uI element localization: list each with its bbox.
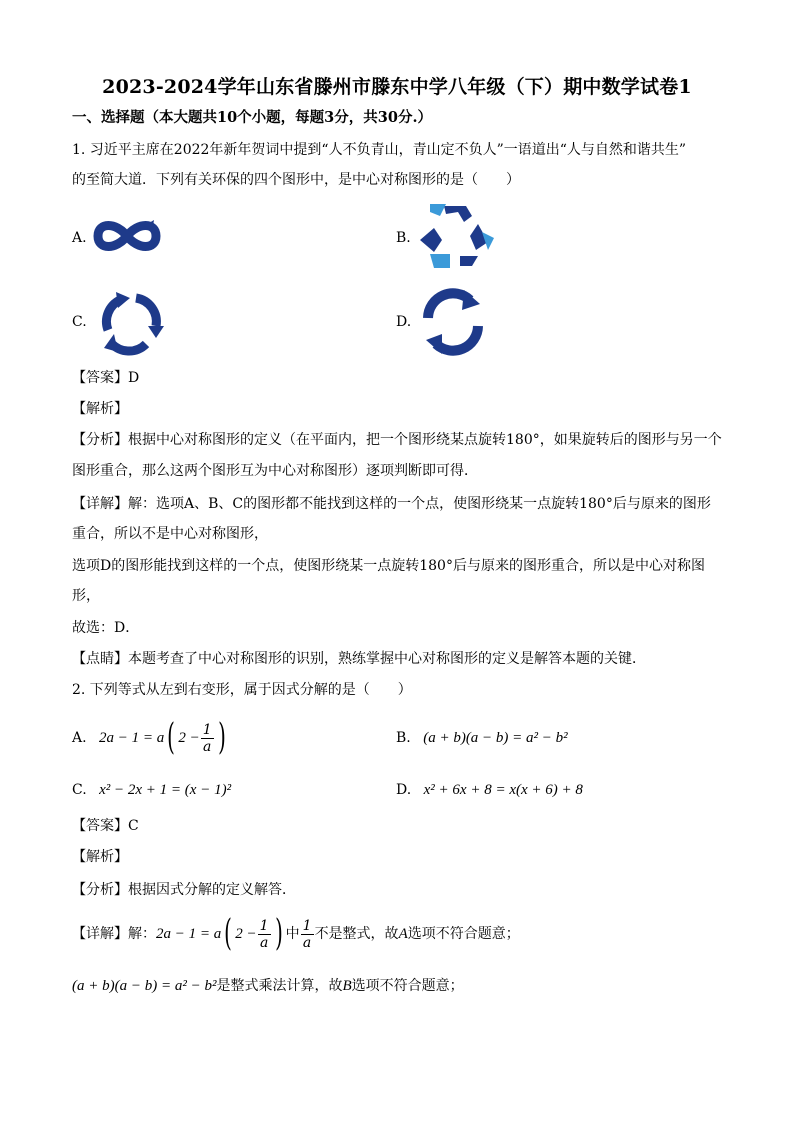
q1-fenxi-line1: 【分析】根据中心对称图形的定义（在平面内，把一个图形绕某点旋转180°，如果旋转后的图形与另一个 (72, 432, 722, 448)
q1-fenxi-line2: 图形重合，那么这两个图形互为中心对称图形）逐项判断即可得． (72, 463, 478, 479)
three-arrow-cycle-icon (94, 286, 166, 358)
fraction-one-over-a (258, 918, 271, 951)
right-paren-glyph: ) (217, 717, 226, 758)
q2-stem: 2. 下列等式从左到右变形，属于因式分解的是（ ） (72, 682, 412, 698)
fraction-one-over-a (201, 722, 214, 755)
q2-detail-mid: 中 (285, 926, 300, 942)
fraction-denominator: a (202, 738, 212, 755)
recycle-triangle-icon (416, 200, 496, 272)
q1-analysis-heading: 【解析】 (72, 401, 128, 417)
q2-analysis-heading: 【解析】 (72, 849, 128, 865)
q1-option-a-label: A. (72, 230, 87, 246)
q2-detail-line1 (72, 913, 520, 954)
q2-detail2-end: 选项不符合题意； (351, 978, 464, 994)
q2-detail2-expr: (a + b)(a − b) = a² − b² (72, 978, 217, 994)
right-paren-glyph: ) (274, 913, 283, 954)
fraction-numerator: 1 (302, 917, 312, 934)
q2-fenxi: 【分析】根据因式分解的定义解答． (72, 882, 296, 898)
q2-option-a-left: 2a − 1 = a (99, 730, 165, 746)
q1-option-d-label: D. (396, 314, 412, 330)
q2-option-a-label: A. (72, 730, 87, 746)
q2-option-b-label: B. (396, 730, 411, 746)
q1-detail-line4: 形， (72, 588, 100, 604)
q2-detail-expr-inner: 2 − (235, 926, 257, 942)
q2-answer: 【答案】C (72, 818, 139, 834)
infinity-recycle-icon (92, 214, 162, 258)
q2-option-a-inner: 2 − (178, 730, 200, 746)
q2-option-c-expr: x² − 2x + 1 = (x − 1)² (99, 782, 232, 798)
q2-detail-prefix: 【详解】解： (72, 926, 156, 942)
q1-stem-line1: 1. 习近平主席在2022年新年贺词中提到“人不负青山，青山定不负人”一语道出“人与自然和谐共生” (72, 142, 687, 158)
fraction-one-over-a-inline (301, 918, 314, 951)
fraction-numerator: 1 (202, 721, 212, 738)
q2-detail2-var: B (342, 978, 352, 994)
q1-detail-line1: 【详解】解：选项A、B、C的图形都不能找到这样的一个点，使图形绕某一点旋转180°后与原来的图形 (72, 496, 711, 512)
q2-option-d-label: D. (396, 782, 412, 798)
q1-option-b-label: B. (396, 230, 411, 246)
q2-detail2-text: 是整式乘法计算，故 (216, 978, 343, 994)
q2-detail-end: 选项不符合题意； (407, 926, 520, 942)
q2-detail-suffix: 不是整式，故 (314, 926, 399, 942)
q1-detail-line5: 故选：D． (72, 620, 140, 636)
q2-option-d (396, 780, 583, 800)
q1-detail-line3: 选项D的图形能找到这样的一个点，使图形绕某一点旋转180°后与原来的图形重合，所以是中心对称图 (72, 558, 705, 574)
q1-option-c-label: C. (72, 314, 87, 330)
fraction-denominator: a (302, 934, 312, 951)
q2-detail-line2 (72, 976, 464, 996)
q2-option-a (72, 717, 229, 758)
q2-option-d-expr: x² + 6x + 8 = x(x + 6) + 8 (423, 782, 583, 798)
fraction-denominator: a (259, 934, 269, 951)
q1-detail-line2: 重合，所以不是中心对称图形， (72, 526, 268, 542)
q1-stem-line2: 的至简大道．下列有关环保的四个图形中，是中心对称图形的是（ ） (72, 172, 520, 188)
q1-answer: 【答案】D (72, 370, 140, 386)
q2-option-b-expr: (a + b)(a − b) = a² − b² (423, 730, 568, 746)
two-arrow-cycle-icon (418, 288, 488, 356)
left-paren-glyph: ( (167, 717, 176, 758)
q2-option-b (396, 728, 568, 748)
q2-detail-var: A (398, 926, 408, 942)
fraction-numerator: 1 (259, 917, 269, 934)
left-paren-glyph: ( (224, 913, 233, 954)
q1-dianjing: 【点睛】本题考查了中心对称图形的识别，熟练掌握中心对称图形的定义是解答本题的关键． (72, 651, 646, 667)
q2-detail-expr-left: 2a − 1 = a (156, 926, 222, 942)
q2-option-c (72, 780, 231, 800)
section-heading: 一、选择题（本大题共10个小题，每题3分，共30分.） (72, 109, 432, 126)
page-title: 2023-2024学年山东省滕州市滕东中学八年级（下）期中数学试卷1 (102, 76, 692, 98)
q2-option-c-label: C. (72, 782, 87, 798)
